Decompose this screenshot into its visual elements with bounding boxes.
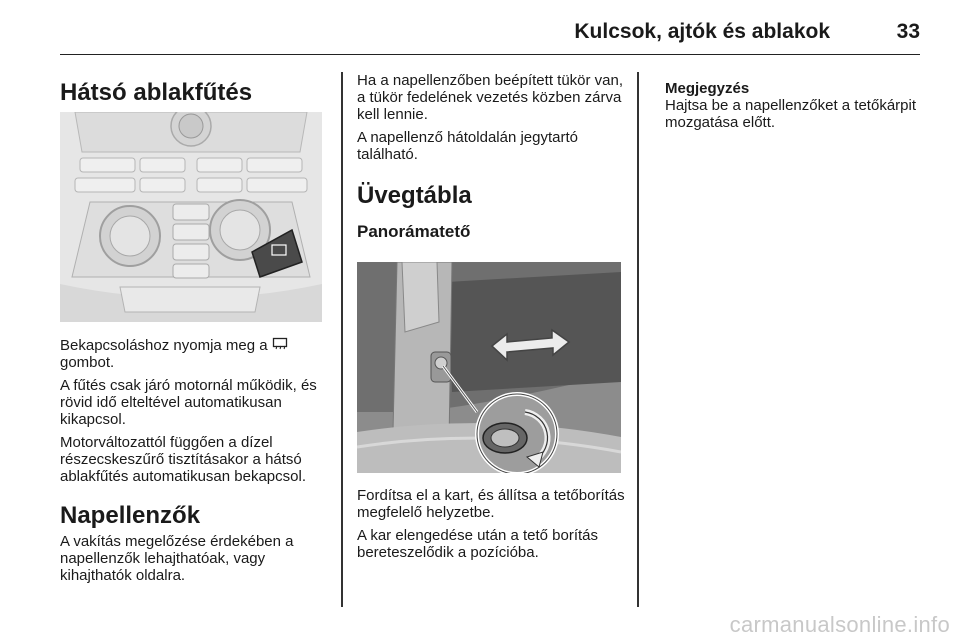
note-title: Megjegyzés (665, 80, 750, 97)
paragraph-mirror: Ha a napellenzőben beépített tükör van, a tükör fedelének vezetés közben zárva kell lennie. (357, 72, 624, 123)
rear-window-heater-icon (272, 337, 288, 352)
panoramic-roof-image (357, 262, 621, 473)
column-1 (60, 72, 330, 108)
section-heading-glass-panel: Üvegtábla (357, 182, 472, 209)
column-divider-1 (341, 72, 343, 607)
paragraph-press-button-text: Bekapcsoláshoz nyomja meg a (60, 337, 268, 354)
paragraph-ticket-holder: A napellenző hátoldalán jegytartó található. (357, 129, 579, 163)
section-heading-rear-window: Hátsó ablakfűtés (60, 79, 253, 106)
column-2-text (357, 487, 625, 561)
watermark: carmanualsonline.info (729, 612, 950, 637)
paragraph-heating-engine: A fűtés csak járó motornál működik, és rövid idő elteltével automatikusan kikapcsol. (60, 377, 317, 428)
column-1-text (60, 337, 330, 584)
paragraph-diesel-filter: Motorváltozattól függően a dízel részecskeszűrő tisztításakor a hátsó ablakfűtés automatikusan bekapcsol. (60, 434, 306, 485)
paragraph-press-button-text-2: gombot. (60, 354, 115, 371)
column-3-note (665, 80, 935, 131)
column-divider-2 (637, 72, 639, 607)
page-number: 33 (896, 20, 920, 43)
paragraph-press-button (60, 337, 330, 371)
page-header (60, 14, 920, 55)
dashboard-controls-image (60, 112, 322, 322)
subheading-panoramic-roof: Panorámatető (357, 222, 471, 241)
column-2 (357, 72, 625, 243)
paragraph-sun-visors: A vakítás megelőzése érdekében a napellenzők lehajthatóak, vagy kihajthatók oldalra. (60, 533, 294, 584)
paragraph-release-lever: A kar elengedése után a tető borítás bereteszelődik a pozícióba. (357, 527, 599, 561)
paragraph-turn-lever: Fordítsa el a kart, és állítsa a tetőborítás megfelelő helyzetbe. (357, 487, 625, 521)
section-heading-sun-visors: Napellenzők (60, 502, 201, 529)
header-title: Kulcsok, ajtók és ablakok (574, 20, 830, 43)
note-text: Hajtsa be a napellenzőket a tetőkárpit mozgatása előtt. (665, 97, 916, 131)
